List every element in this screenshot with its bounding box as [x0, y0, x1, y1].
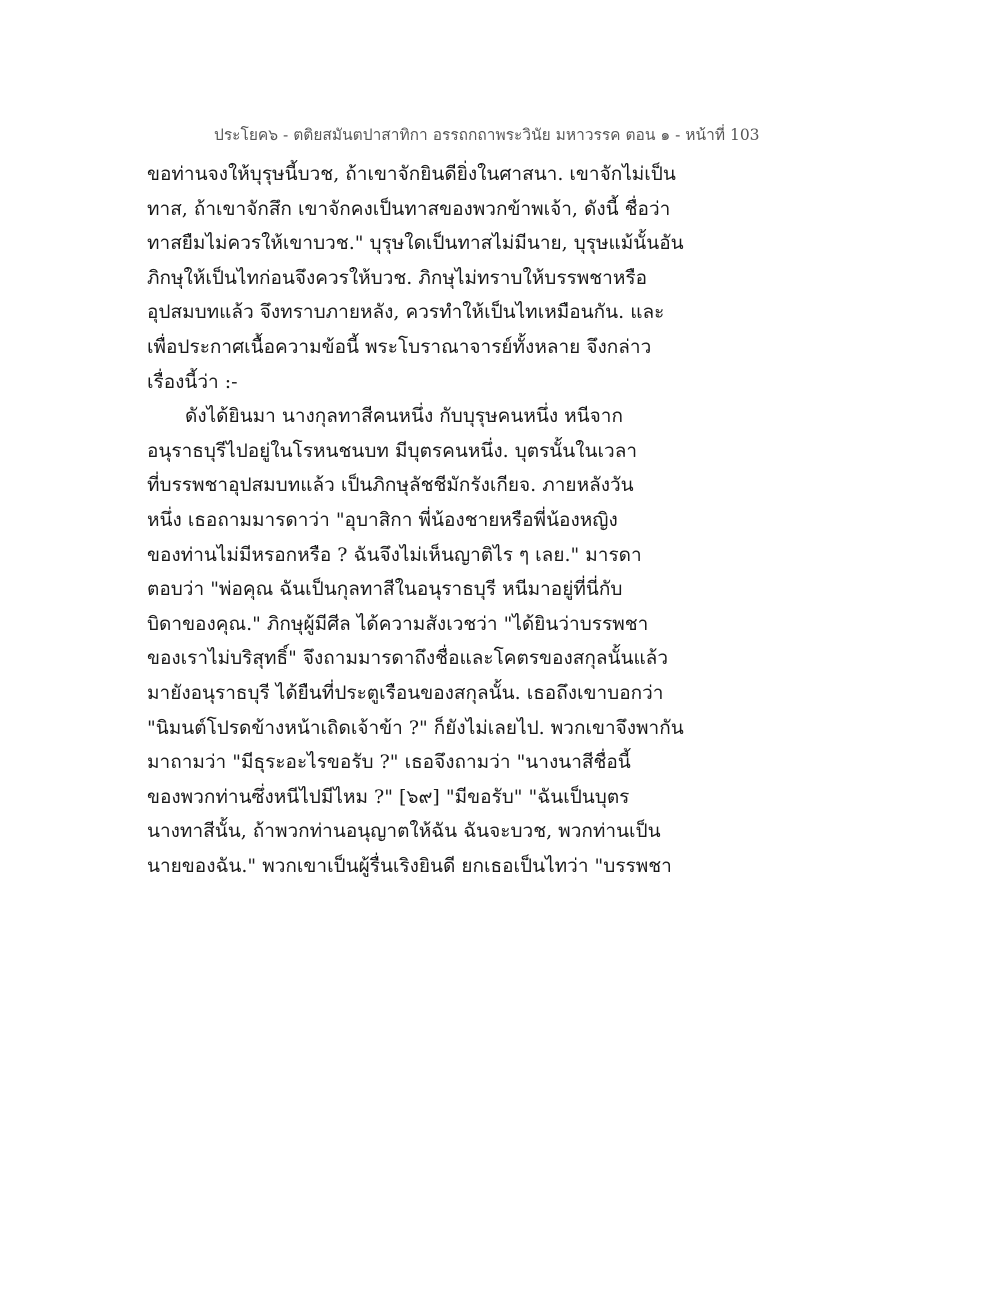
text-line: ของท่านไม่มีหรอกหรือ ? ฉันจึงไม่เห็นญาติไร ๆ เลย." มารดา [147, 543, 642, 566]
text-line: "นิมนต์โปรดข้างหน้าเถิดเจ้าข้า ?" ก็ยังไม่เลยไป. พวกเขาจึงพากัน [147, 716, 684, 739]
text-line: อนุราธบุรีไปอยู่ในโรหนชนบท มีบุตรคนหนึ่ง. บุตรนั้นในเวลา [147, 439, 638, 462]
text-line: ตอบว่า "พ่อคุณ ฉันเป็นกุลทาสีในอนุราธบุรี หนีมาอยู่ที่นี่กับ [147, 578, 623, 601]
text-line: ที่บรรพชาอุปสมบทแล้ว เป็นภิกษุลัชชีมักรังเกียจ. ภายหลังวัน [147, 474, 634, 497]
text-line: มาถามว่า "มีธุระอะไรขอรับ ?" เธอจึงถามว่า "นางนาสีชื่อนี้ [147, 751, 631, 774]
running-header: ประโยค๖ - ตติยสมันตปาสาทิกา อรรถกถาพระวินัย มหาวรรค ตอน ๑ - หน้าที่ 103 [214, 126, 760, 144]
text-line: บิดาของคุณ." ภิกษุผู้มีศีล ได้ความสังเวชว่า "ได้ยินว่าบรรพชา [147, 612, 649, 635]
text-line: ของพวกท่านซึ่งหนีไปมีไหม ?" [๖๙] "มีขอรับ" "ฉันเป็นบุตร [147, 785, 630, 808]
paragraph-first-line: ดังได้ยินมา นางกุลทาสีคนหนึ่ง กับบุรุษคนหนึ่ง หนีจาก [185, 405, 623, 428]
text-line: ภิกษุให้เป็นไทก่อนจึงควรให้บวช. ภิกษุไม่ทราบให้บรรพชาหรือ [147, 266, 647, 289]
text-line: ของเราไม่บริสุทธิ์" จึงถามมารดาถึงชื่อและโคตรของสกุลนั้นแล้ว [147, 647, 668, 670]
text-line: เพื่อประกาศเนื้อความข้อนี้ พระโบราณาจารย์ทั้งหลาย จึงกล่าว [147, 335, 652, 358]
text-line: มายังอนุราธบุรี ได้ยืนที่ประตูเรือนของสกุลนั้น. เธอถึงเขาบอกว่า [147, 681, 664, 704]
text-line: อุปสมบทแล้ว จึงทราบภายหลัง, ควรทำให้เป็นไทเหมือนกัน. และ [147, 301, 665, 324]
text-line: ทาส, ถ้าเขาจักสึก เขาจักคงเป็นทาสของพวกข้าพเจ้า, ดังนี้ ชื่อว่า [147, 197, 671, 220]
text-line: นายของฉัน." พวกเขาเป็นผู้รื่นเริงยินดี ยกเธอเป็นไทว่า "บรรพชา [147, 854, 672, 877]
text-line: นางทาสีนั้น, ถ้าพวกท่านอนุญาตให้ฉัน ฉันจะบวช, พวกท่านเป็น [147, 820, 661, 843]
text-line: ทาสยืมไม่ควรให้เขาบวช." บุรุษใดเป็นทาสไม่มีนาย, บุรุษแม้นั้นอัน [147, 232, 684, 255]
text-line: เรื่องนี้ว่า :- [147, 370, 238, 393]
body-text [147, 157, 687, 883]
text-line: ขอท่านจงให้บุรุษนี้บวช, ถ้าเขาจักยินดียิ่งในศาสนา. เขาจักไม่เป็น [147, 163, 676, 185]
text-line: หนึ่ง เธอถามมารดาว่า "อุบาสิกา พี่น้องชายหรือพี่น้องหญิง [147, 508, 618, 531]
